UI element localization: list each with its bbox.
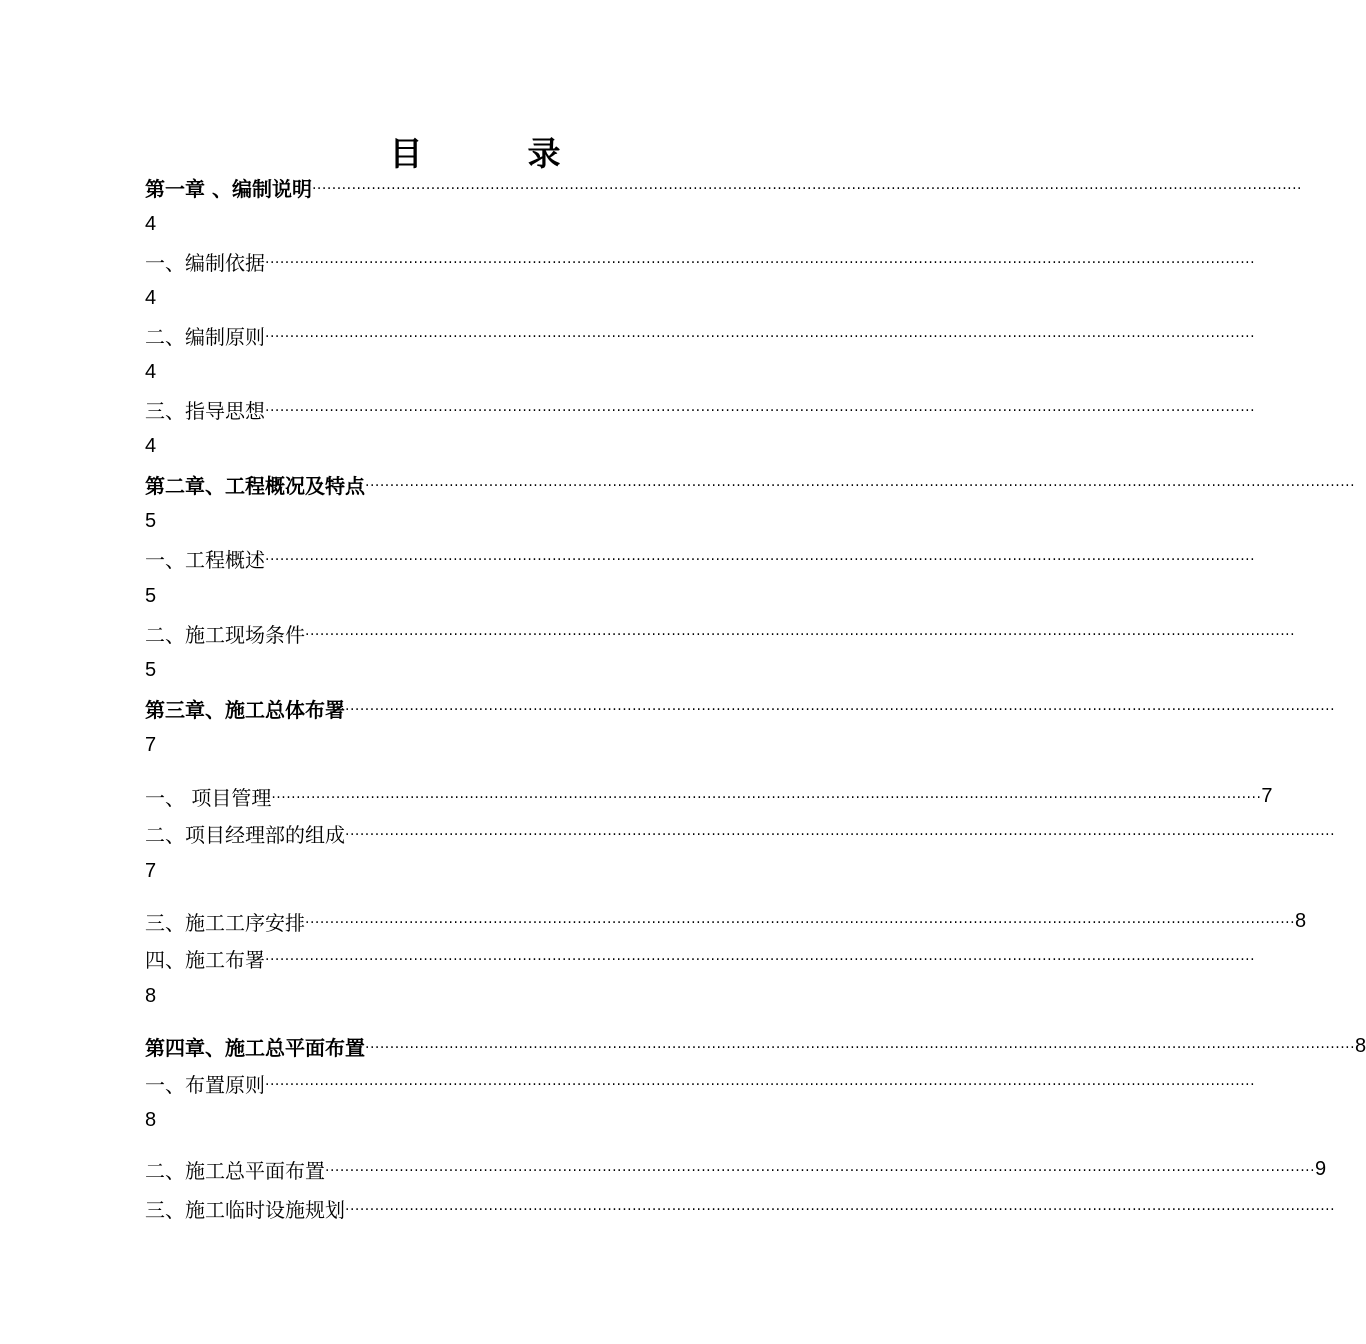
toc-entry[interactable] <box>145 815 1336 851</box>
toc-entry-label: 一、 项目管理 <box>145 785 272 810</box>
toc-entry[interactable] <box>145 1065 1256 1101</box>
toc-entry[interactable] <box>145 317 1256 353</box>
toc-entry-label: 一、布置原则 <box>145 1072 265 1097</box>
dot-leader: ········································································································································································································ <box>265 552 1256 568</box>
toc-entry-page: 8 <box>145 985 157 1007</box>
dot-leader: ········································································································································································································ <box>305 915 1296 931</box>
toc-entry-page: 7 <box>1261 784 1273 807</box>
toc-entry-chapter-2[interactable] <box>145 466 1356 502</box>
toc-entry[interactable] <box>145 1151 1327 1187</box>
toc-entry[interactable] <box>145 615 1296 651</box>
toc-entry-page: 7 <box>145 860 157 882</box>
toc-entry-label: 第二章、工程概况及特点 <box>145 473 365 498</box>
toc-entry-chapter-1[interactable] <box>145 169 1303 205</box>
toc-entry-page: 5 <box>145 585 157 607</box>
toc-entry-label: 三、施工临时设施规划 <box>145 1197 345 1222</box>
dot-leader: ········································································································································································································ <box>345 1202 1336 1218</box>
dot-leader: ········································································································································································································ <box>365 478 1356 494</box>
dot-leader: ········································································································································································································ <box>345 702 1336 718</box>
toc-entry-label: 二、编制原则 <box>145 324 265 349</box>
toc-entry-page: 5 <box>145 510 157 532</box>
toc-entry-page: 8 <box>1355 1034 1366 1057</box>
dot-leader: ········································································································································································································ <box>271 790 1262 806</box>
toc-entry-page: 4 <box>145 213 157 235</box>
dot-leader: ········································································································································································································ <box>325 1163 1316 1179</box>
toc-entry-page: 7 <box>145 734 157 756</box>
dot-leader: ········································································································································································································ <box>265 952 1256 968</box>
toc-entry-label: 四、施工布署 <box>145 947 265 972</box>
toc-entry-page: 4 <box>145 435 157 457</box>
toc-entry-label: 二、项目经理部的组成 <box>145 822 345 847</box>
toc-entry-page: 8 <box>1295 909 1307 932</box>
toc-entry-label: 第一章 、编制说明 <box>145 176 312 201</box>
toc-entry-label: 第三章、施工总体布署 <box>145 697 345 722</box>
toc-entry-chapter-4[interactable] <box>145 1028 1366 1064</box>
toc-entry-label: 一、编制依据 <box>145 250 265 275</box>
toc-title-char-2: 录 <box>527 134 561 173</box>
toc-entry[interactable] <box>145 1190 1336 1226</box>
dot-leader: ········································································································································································································ <box>265 1077 1256 1093</box>
dot-leader: ········································································································································································································ <box>265 403 1256 419</box>
toc-entry-label: 三、施工工序安排 <box>145 910 305 935</box>
toc-entry[interactable] <box>145 243 1256 279</box>
toc-entry[interactable] <box>145 540 1256 576</box>
toc-entry[interactable] <box>145 778 1273 814</box>
dot-leader: ········································································································································································································ <box>265 255 1256 271</box>
toc-entry[interactable] <box>145 940 1256 976</box>
toc-entry[interactable] <box>145 391 1256 427</box>
toc-entry-page: 4 <box>145 287 157 309</box>
dot-leader: ········································································································································································································ <box>305 627 1296 643</box>
toc-title-char-1: 目 <box>389 134 423 173</box>
toc-entry-label: 一、工程概述 <box>145 547 265 572</box>
toc-entry-label: 二、施工现场条件 <box>145 622 305 647</box>
toc-entry-page: 5 <box>145 659 157 681</box>
toc-entry-page: 8 <box>145 1109 157 1131</box>
toc-entry-page: 9 <box>1315 1157 1327 1180</box>
toc-entry-page: 4 <box>145 361 157 383</box>
toc-entry-label: 第四章、施工总平面布置 <box>145 1035 365 1060</box>
toc-entry[interactable] <box>145 903 1307 939</box>
dot-leader: ········································································································································································································ <box>345 827 1336 843</box>
toc-entry-label: 二、施工总平面布置 <box>145 1158 325 1183</box>
dot-leader: ········································································································································································································ <box>365 1040 1356 1056</box>
dot-leader: ········································································································································································································ <box>311 181 1303 197</box>
toc-entry-label: 三、指导思想 <box>145 398 265 423</box>
dot-leader: ········································································································································································································ <box>265 329 1256 345</box>
toc-entry-chapter-3[interactable] <box>145 690 1336 726</box>
toc-title <box>0 128 950 175</box>
